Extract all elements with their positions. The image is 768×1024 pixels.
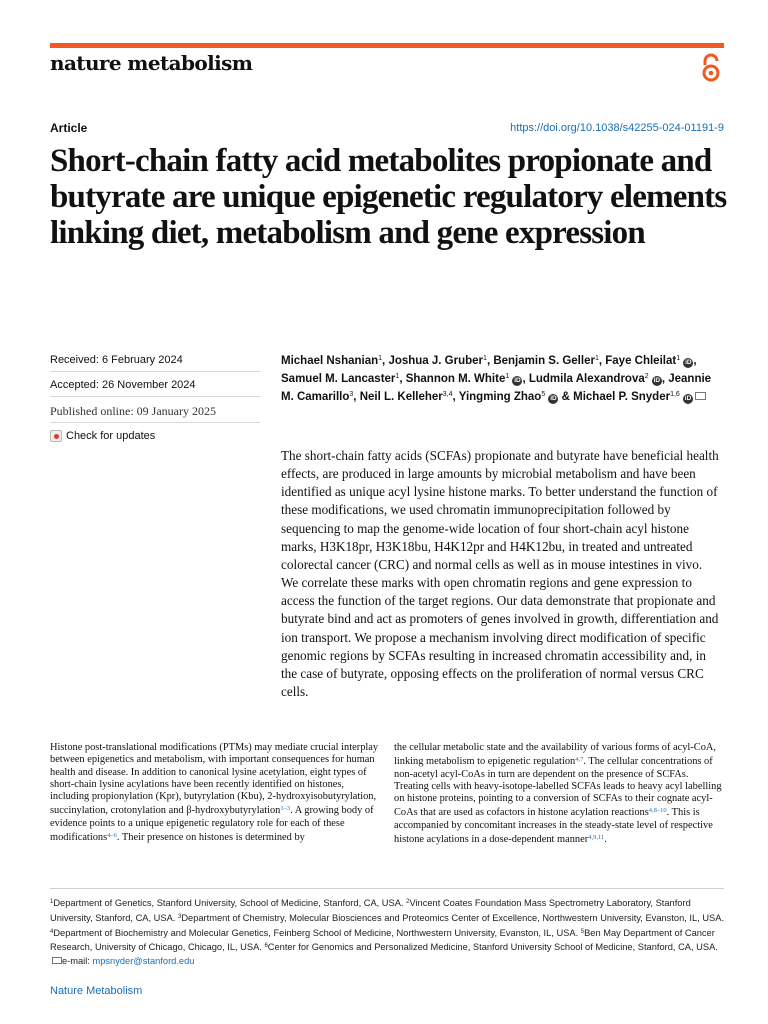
mail-icon	[52, 957, 62, 964]
affiliation-text: Department of Biochemistry and Molecular Genetics, Feinberg School of Medicine, Northwestern University, Evanston, IL, USA.	[53, 927, 581, 938]
orcid-icon: iD	[685, 359, 692, 366]
affiliation-text: Department of Genetics, Stanford University, School of Medicine, Stanford, CA, USA.	[53, 898, 407, 908]
author-affiliation: 2	[644, 373, 649, 380]
author-affiliation: 3,4	[442, 391, 453, 398]
check-updates-icon	[50, 430, 62, 442]
affiliation-number: 1	[50, 899, 54, 905]
author-affiliation: 1,6	[670, 391, 680, 398]
article-type-label: Article	[50, 121, 88, 135]
author-affiliation: 1	[676, 355, 681, 362]
author-name: Joshua J. Gruber	[388, 355, 484, 367]
mail-icon	[695, 392, 706, 400]
affiliation-number: 6	[264, 943, 268, 950]
open-access-icon	[700, 53, 722, 83]
affiliation-text: Ben May Department of Cancer Research, University of Chicago, Chicago, IL, USA.	[50, 927, 715, 953]
author-affiliation: 1	[483, 355, 487, 362]
affiliation-text: Vincent Coates Foundation Mass Spectrometry Laboratory, Stanford University, Stanford, CA, USA.	[50, 898, 691, 923]
author-affiliation: 1	[594, 355, 599, 362]
email-link[interactable]: mpsnyder@stanford.edu	[92, 956, 195, 967]
affiliation-number: 5	[580, 928, 585, 935]
affiliation-number: 3	[177, 913, 182, 920]
check-for-updates-button[interactable]	[50, 430, 155, 442]
citation-ref: 4,8–10	[648, 807, 667, 815]
check-updates-label: Check for updates	[66, 430, 156, 442]
affiliations-rule	[50, 888, 724, 889]
author-list: Michael Nshanian$^1$, Joshua J. Gruber$^1$, Benjamin S. Geller$^1$, Faye Chleilat$^1$ iD , Samuel M. Lancaster$^1$, Shannon M. White$^1$ iD , Ludmila Alexandrova$^2$ iD , Jeannie M. Camarillo$^3$, Neil L. Kelleher$^{3,4}$, Yingming Zhao$^5$ iD & Michael P. Snyder$^{1,6}$ iD	[281, 355, 712, 403]
published-date: Published online: 09 January 2025	[50, 404, 216, 418]
header-rule	[50, 43, 724, 48]
author-affiliation: 1	[505, 373, 510, 380]
orcid-icon: iD	[514, 377, 521, 384]
doi-link[interactable]: https://doi.org/10.1038/s42255-024-01191-9	[510, 122, 724, 134]
journal-name: nature metabolism	[50, 51, 253, 75]
author-affiliation: 5	[541, 391, 546, 398]
author-name: Neil L. Kelleher	[359, 391, 443, 403]
author-affiliation: 1	[378, 355, 383, 362]
orcid-icon: iD	[550, 395, 557, 402]
affiliation-number: 4	[50, 928, 54, 935]
citation-ref: 4,9,11	[588, 834, 605, 842]
author-name: Michael P. Snyder	[573, 391, 671, 403]
citation-ref: 4–6	[107, 832, 117, 840]
citation-ref: 4,7	[575, 756, 584, 764]
email-prefix: e-mail:	[62, 956, 93, 967]
citation-ref: 1–3	[280, 805, 291, 813]
divider	[50, 371, 260, 372]
affiliation-text: Department of Chemistry, Molecular Biosciences and Proteomics Center of Excellence, Northwestern University, Evanston, IL, USA.	[181, 912, 725, 923]
author-name: Jeannie M. Camarillo	[281, 373, 712, 403]
author-name: Faye Chleilat	[605, 355, 677, 367]
affiliation-text: Center for Genomics and Personalized Medicine, Stanford University School of Medicine, Stanford, CA, USA.	[267, 942, 718, 953]
author-affiliation: 1	[395, 373, 400, 380]
author-name: Michael Nshanian	[281, 355, 379, 367]
author-name: Ludmila Alexandrova	[528, 373, 645, 385]
body-column-right: the cellular metabolic state and the availability of various forms of acyl-CoA, linking metabolism to epigenetic regulation$^{4,7}$. The cellular concentrations of non-acetyl acyl-CoAs in turn are dependent on the presence of SCFAs. Treating cells with heavy-isotope-labelled SCFAs leads to heavy acyl labelling on histone proteins, pointing to a conversion of SCFAs to their cognate acyl-CoAs that are used as cofactors in histone acylation reactions$^{4,8-10}$. This is accompanied by concomitant increases in the steady-state level of respective histone acylations in a dose-dependent manner$^{4,9,11}$.	[394, 742, 722, 846]
footer-journal-name: Nature Metabolism	[50, 985, 143, 997]
author-name: Benjamin S. Geller	[493, 355, 595, 367]
author-name: Yingming Zhao	[458, 391, 542, 403]
body-column-left: Histone post-translational modifications (PTMs) may mediate crucial interplay between epigenetics and metabolism, with important consequences for human health and disease. In addition to canonical lysine acetylation, eight types of short-chain lysine acylations have been recently identified on histones, including propionylation (Kpr), butyrylation (Kbu), 2-hydroxyisobutyrylation, succinylation, crotonylation and β-hydroxybutyrylation$^{1-3}$. A growing body of evidence points to a unique epigenetic regulatory role for each of these modifications$^{4-6}$. Their presence on histones is determined by	[50, 742, 379, 844]
divider	[50, 396, 260, 397]
divider	[50, 422, 260, 423]
abstract: The short-chain fatty acids (SCFAs) propionate and butyrate have beneficial health effects, are produced in large amounts by microbial metabolism and have been identified as unique acyl lysine histone marks. To better understand the function of these modifications, we used chromatin immunoprecipitation followed by sequencing to map the genome-wide location of four short-chain acyl histone marks, H3K18pr, H3K18bu, H4K12pr and H4K12bu, in treated and untreated colorectal cancer (CRC) and normal cells as well as in mouse intestines in vivo. We correlate these marks with open chromatin regions and gene expression to access the function of the target regions. Our data demonstrate that propionate and butyrate bind and act as promoters of genes involved in growth, differentiation and ion transport. We propose a mechanism involving direct modification of specific genomic regions by SCFAs resulting in increased chromatin accessibility and, in the case of butyrate, opposing effects on the proliferation of normal versus CRC cells.	[281, 448, 719, 700]
author-name: Shannon M. White	[405, 373, 506, 385]
affiliations	[50, 896, 730, 969]
article-title: Short-chain fatty acid metabolites propionate and butyrate are unique epigenetic regulatory elements linking diet, metabolism and gene expression	[50, 143, 727, 251]
orcid-icon: iD	[684, 395, 692, 402]
author-affiliation: 3	[349, 391, 354, 398]
accepted-date: Accepted: 26 November 2024	[50, 379, 196, 391]
affiliation-number: 2	[406, 899, 410, 905]
author-name: Samuel M. Lancaster	[281, 373, 396, 385]
received-date: Received: 6 February 2024	[50, 354, 183, 366]
orcid-icon: iD	[653, 377, 661, 384]
